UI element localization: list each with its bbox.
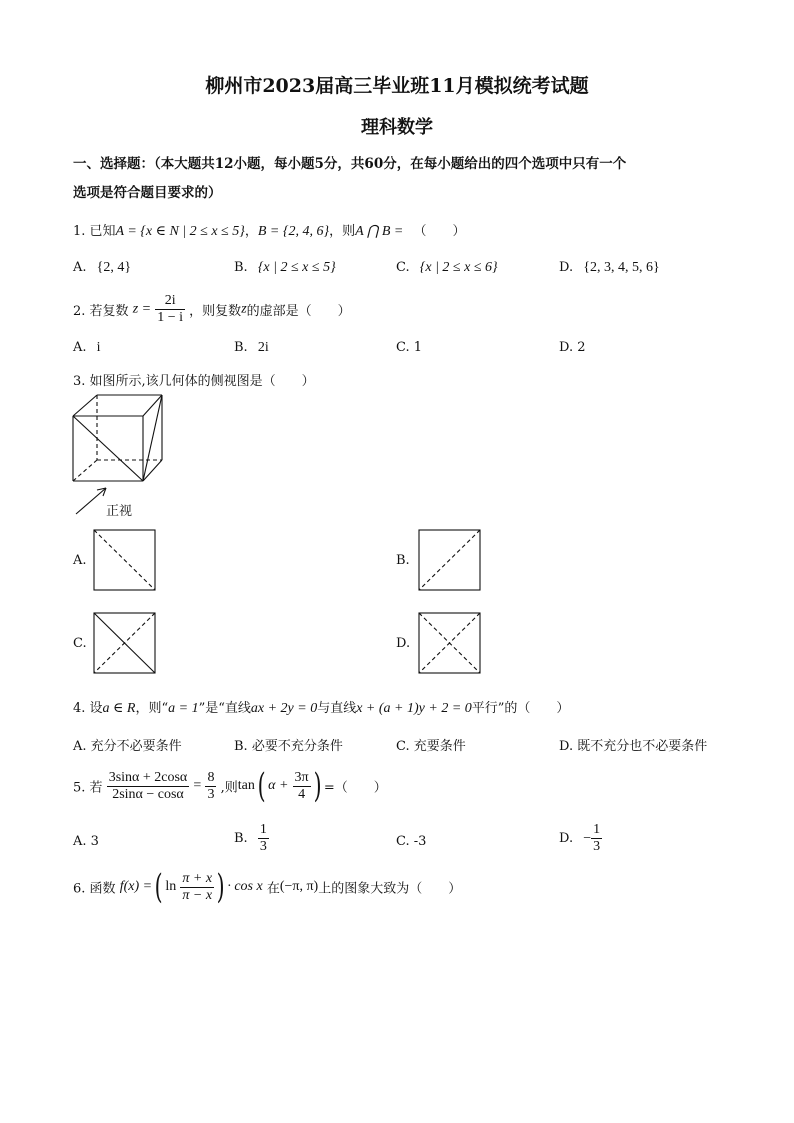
q5-option-d-sign: − xyxy=(583,830,592,846)
q4-mid3: 与直线 xyxy=(317,701,357,716)
q3-option-d-figure xyxy=(418,612,482,674)
q5-option-b-fraction xyxy=(258,822,269,855)
q4-option-label: D. xyxy=(559,739,574,754)
q6-ln: ln xyxy=(165,879,177,894)
q5-option-label: A. xyxy=(73,834,87,849)
q4-option-label: B. xyxy=(234,739,248,754)
q3-option-a-figure xyxy=(93,529,157,591)
q5-option-b xyxy=(234,822,269,855)
q3-option-a-label: A. xyxy=(73,553,87,568)
q2-option-c xyxy=(396,340,422,355)
q1-option-text: {x | 2 ≤ x ≤ 5} xyxy=(257,260,336,275)
q5-rhs-den: 3 xyxy=(207,786,215,802)
q1-option-text: {2, 3, 4, 5, 6} xyxy=(583,260,660,275)
q4-cond2: a = 1 xyxy=(168,701,199,716)
q5-option-d-fraction xyxy=(591,822,602,855)
q5-option-text: -3 xyxy=(413,834,427,849)
q5-angle-fraction xyxy=(293,770,311,803)
q5-option-b-num: 1 xyxy=(259,822,267,837)
q5-angle-den: 4 xyxy=(298,786,306,802)
q6-interval: (−π, π) xyxy=(279,879,319,894)
q2-fraction-num: 2i xyxy=(155,293,185,310)
q3-option-c-figure xyxy=(93,612,157,674)
q4-line2: x + (a + 1)y + 2 = 0 xyxy=(356,701,472,716)
q2-lhs: z = xyxy=(132,301,152,317)
q6-cos: · cos x xyxy=(227,879,263,894)
q3-option-d-label: D. xyxy=(396,636,411,651)
q4-option-text: 既不充分也不必要条件 xyxy=(577,739,708,754)
q2-z: z xyxy=(241,301,247,317)
q5-fraction-num: 3sinα + 2cosα xyxy=(108,769,188,785)
q3-option-b-figure xyxy=(418,529,482,591)
q1-mid: ，则 xyxy=(329,224,356,239)
q2-prefix: 2. 若复数 xyxy=(73,304,129,319)
q5-option-d xyxy=(559,822,602,855)
q5-fraction xyxy=(107,770,190,803)
question-3: 3. 如图所示,该几何体的侧视图是（ ） xyxy=(73,374,315,389)
q5-rhs-fraction xyxy=(205,770,216,803)
q5-fraction-den: 2sinα − cosα xyxy=(112,786,184,802)
q1-option-c xyxy=(396,260,498,276)
q5-right-paren: ) xyxy=(313,766,322,806)
q2-option-label: A. xyxy=(73,340,87,355)
q6-left-paren: ( xyxy=(154,867,163,907)
q4-option-a xyxy=(73,735,182,754)
q2-option-text: 2i xyxy=(257,340,269,355)
q4-mid1: ，则“ xyxy=(135,701,169,716)
q5-angle-num: 3π xyxy=(294,769,309,785)
q2-option-text: 2 xyxy=(577,340,586,355)
q5-rhs-num: 8 xyxy=(207,769,215,785)
q6-right-paren: ) xyxy=(216,867,225,907)
section-heading-line2: 选项是符合题目要求的） xyxy=(73,185,222,201)
q2-option-text: i xyxy=(96,340,101,355)
q2-fraction xyxy=(155,293,185,326)
section-heading-line1: 一、选择题：（本大题共12小题，每小题5分，共60分，在每小题给出的四个选项中只有一个 xyxy=(73,156,627,172)
q4-mid2: ”是“直线 xyxy=(198,701,251,716)
q4-option-b xyxy=(234,735,343,754)
q4-line1: ax + 2y = 0 xyxy=(250,701,318,716)
q1-comma: ， xyxy=(244,224,258,239)
q6-fraction xyxy=(180,871,214,904)
q4-option-label: C. xyxy=(396,739,410,754)
q2-option-b xyxy=(234,340,269,356)
q1-option-label: D. xyxy=(559,260,574,275)
question-1 xyxy=(73,220,466,240)
q1-option-a xyxy=(73,260,131,276)
q6-mid: 在 xyxy=(266,881,280,897)
q5-option-d-den: 3 xyxy=(593,839,601,854)
q1-option-b xyxy=(234,260,336,276)
q6-prefix: 6. 函数 xyxy=(73,881,116,897)
q2-suffix: ，则复数 xyxy=(189,304,242,319)
q5-alpha: α + xyxy=(268,778,289,793)
q5-option-a xyxy=(73,834,99,849)
q2-option-a xyxy=(73,340,101,356)
q5-tan: tan xyxy=(237,778,255,793)
page-subtitle: 理科数学 xyxy=(361,117,433,138)
q4-option-d xyxy=(559,735,707,754)
front-view-label: 正视 xyxy=(106,504,133,519)
q4-option-text: 充分不必要条件 xyxy=(90,739,182,754)
page-title: 柳州市2023届高三毕业班11月模拟统考试题 xyxy=(205,75,589,97)
q2-option-text: 1 xyxy=(413,340,423,355)
q2-option-label: D. xyxy=(559,340,574,355)
q6-f: f(x) = xyxy=(119,879,153,894)
q4-suffix: 平行”的（ ） xyxy=(471,701,570,716)
q1-option-label: C. xyxy=(396,260,410,275)
q1-option-text: {x | 2 ≤ x ≤ 6} xyxy=(419,260,498,275)
q5-suffix: =（ ） xyxy=(323,780,387,796)
q5-eq: = xyxy=(193,778,202,793)
q3-option-c-label: C. xyxy=(73,636,87,651)
q5-option-label: C. xyxy=(396,834,410,849)
q2-option-label: C. xyxy=(396,340,410,355)
q1-prefix: 1. 已知 xyxy=(73,224,116,239)
q6-suffix: 上的图象大致为（ ） xyxy=(318,881,462,897)
q4-option-text: 充要条件 xyxy=(413,739,466,754)
q4-option-text: 必要不充分条件 xyxy=(251,739,343,754)
q1-option-text: {2, 4} xyxy=(96,260,132,275)
q3-option-b-label: B. xyxy=(396,553,410,568)
q1-blank: （ ） xyxy=(413,224,466,239)
q5-option-label: B. xyxy=(234,831,248,846)
q1-option-d xyxy=(559,260,660,276)
q1-option-label: B. xyxy=(234,260,248,275)
question-2 xyxy=(73,293,351,326)
question-6 xyxy=(73,867,462,907)
q5-option-b-den: 3 xyxy=(259,839,267,854)
q5-option-c xyxy=(396,834,426,849)
q1-set-b: B = {2, 4, 6} xyxy=(257,224,330,239)
question-4 xyxy=(73,697,569,717)
q4-option-label: A. xyxy=(73,739,87,754)
q2-suffix2: 的虚部是（ ） xyxy=(246,304,351,319)
q2-fraction-den: 1 − i xyxy=(157,310,184,325)
q5-prefix: 5. 若 xyxy=(73,780,103,796)
q5-option-d-num: 1 xyxy=(593,822,601,837)
q2-option-d xyxy=(559,340,586,355)
q5-option-label: D. xyxy=(559,831,574,846)
q5-left-paren: ( xyxy=(257,766,266,806)
q4-option-c xyxy=(396,735,466,754)
q1-set-a: A = {x ∈ N | 2 ≤ x ≤ 5} xyxy=(115,224,245,239)
q5-option-text: 3 xyxy=(90,834,99,849)
q1-expr: A ⋂ B = xyxy=(355,224,404,239)
q4-prefix: 4. 设 xyxy=(73,701,103,716)
q1-option-label: A. xyxy=(73,260,87,275)
q6-fraction-den: π − x xyxy=(182,887,213,903)
question-5 xyxy=(73,766,387,806)
q4-cond1: a ∈ R xyxy=(102,701,136,716)
q5-mid: ,则 xyxy=(220,780,238,796)
q2-option-label: B. xyxy=(234,340,248,355)
q6-fraction-num: π + x xyxy=(182,870,213,886)
